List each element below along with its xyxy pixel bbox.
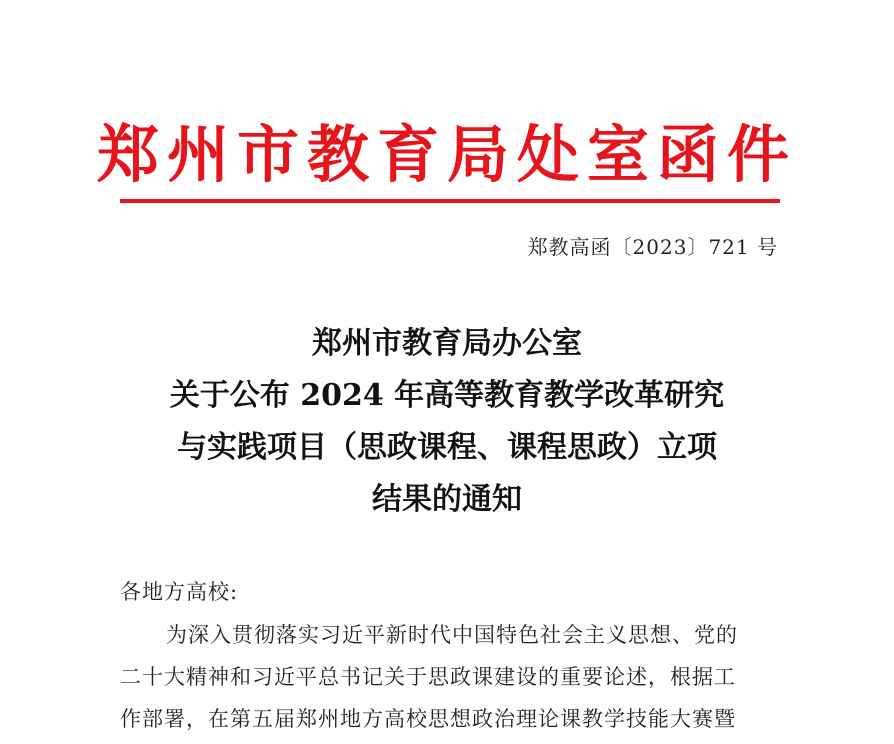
document-number: 郑教高函〔2023〕721 号	[527, 235, 778, 259]
notice-title-line: 与实践项目（思政课程、课程思政）立项	[177, 430, 717, 465]
notice-title-line: 关于公布 2024 年高等教育教学改革研究	[169, 378, 725, 413]
salutation: 各地方高校:	[120, 580, 239, 604]
body-paragraph	[120, 614, 780, 740]
letterhead-title: 郑州市教育局处室函件	[96, 118, 797, 191]
letterhead-red-rule	[120, 199, 780, 203]
paragraph-line: 为深入贯彻落实习近平新时代中国特色社会主义思想、党的	[166, 623, 738, 647]
paragraph-line: 作部署，在第五届郑州地方高校思想政治理论课教学技能大赛暨	[120, 707, 736, 731]
notice-title-line: 结果的通知	[372, 482, 522, 517]
notice-title-line: 郑州市教育局办公室	[312, 326, 582, 361]
paragraph-line: 二十大精神和习近平总书记关于思政课建设的重要论述，根据工	[120, 665, 736, 689]
notice-title	[0, 318, 894, 526]
